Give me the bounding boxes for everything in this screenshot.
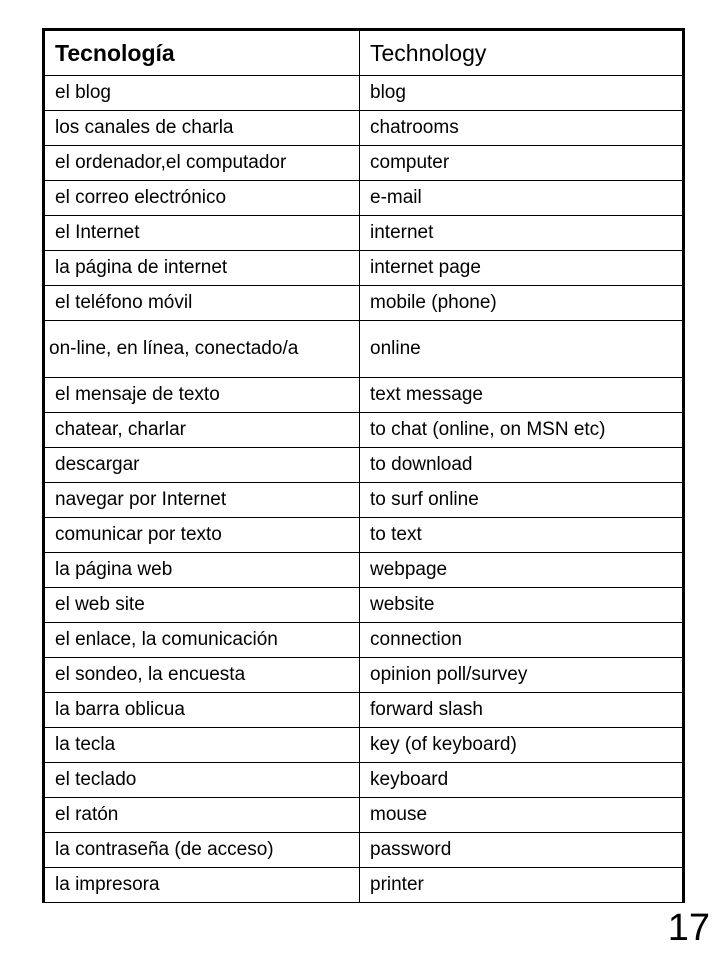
spanish-term: la tecla — [44, 728, 360, 763]
table-row — [44, 483, 684, 518]
spanish-term: el teléfono móvil — [44, 286, 360, 321]
english-term: mobile (phone) — [360, 286, 684, 321]
english-term: webpage — [360, 553, 684, 588]
table-row — [44, 833, 684, 868]
table-row — [44, 798, 684, 833]
english-term: blog — [360, 76, 684, 111]
table-row — [44, 216, 684, 251]
vocabulary-table — [42, 28, 685, 903]
english-term: keyboard — [360, 763, 684, 798]
table-row — [44, 518, 684, 553]
table-row — [44, 868, 684, 903]
spanish-term: la página de internet — [44, 251, 360, 286]
table-row — [44, 693, 684, 728]
spanish-term: chatear, charlar — [44, 413, 360, 448]
table-row — [44, 413, 684, 448]
table-row — [44, 146, 684, 181]
table-row — [44, 728, 684, 763]
spanish-term: el Internet — [44, 216, 360, 251]
english-term: opinion poll/survey — [360, 658, 684, 693]
english-term: connection — [360, 623, 684, 658]
table-row — [44, 378, 684, 413]
header-spanish: Tecnología — [44, 30, 360, 76]
header-english: Technology — [360, 30, 684, 76]
spanish-term: la página web — [44, 553, 360, 588]
table-row — [44, 448, 684, 483]
spanish-term: navegar por Internet — [44, 483, 360, 518]
spanish-term: el sondeo, la encuesta — [44, 658, 360, 693]
table-row — [44, 623, 684, 658]
spanish-term: el ratón — [44, 798, 360, 833]
english-term: to chat (online, on MSN etc) — [360, 413, 684, 448]
table-row — [44, 321, 684, 378]
english-term: to surf online — [360, 483, 684, 518]
spanish-term: comunicar por texto — [44, 518, 360, 553]
table-header-row — [44, 30, 684, 76]
english-term: to text — [360, 518, 684, 553]
spanish-term: la contraseña (de acceso) — [44, 833, 360, 868]
table-row — [44, 658, 684, 693]
english-term: chatrooms — [360, 111, 684, 146]
spanish-term: el mensaje de texto — [44, 378, 360, 413]
english-term: forward slash — [360, 693, 684, 728]
spanish-term: el correo electrónico — [44, 181, 360, 216]
table-body — [44, 76, 684, 903]
english-term: e-mail — [360, 181, 684, 216]
spanish-term: on-line, en línea, conectado/a — [44, 321, 360, 378]
english-term: password — [360, 833, 684, 868]
table-row — [44, 251, 684, 286]
spanish-term: el teclado — [44, 763, 360, 798]
english-term: printer — [360, 868, 684, 903]
english-term: internet — [360, 216, 684, 251]
english-term: key (of keyboard) — [360, 728, 684, 763]
table-row — [44, 111, 684, 146]
table-row — [44, 553, 684, 588]
english-term: to download — [360, 448, 684, 483]
english-term: internet page — [360, 251, 684, 286]
english-term: website — [360, 588, 684, 623]
table-row — [44, 588, 684, 623]
spanish-term: el blog — [44, 76, 360, 111]
page-number: 17 — [667, 907, 710, 949]
table-row — [44, 763, 684, 798]
spanish-term: la barra oblicua — [44, 693, 360, 728]
english-term: online — [360, 321, 684, 378]
spanish-term: la impresora — [44, 868, 360, 903]
table-row — [44, 181, 684, 216]
table-row — [44, 286, 684, 321]
spanish-term: descargar — [44, 448, 360, 483]
english-term: mouse — [360, 798, 684, 833]
spanish-term: el web site — [44, 588, 360, 623]
spanish-term: el enlace, la comunicación — [44, 623, 360, 658]
english-term: text message — [360, 378, 684, 413]
english-term: computer — [360, 146, 684, 181]
spanish-term: el ordenador,el computador — [44, 146, 360, 181]
table-row — [44, 76, 684, 111]
spanish-term: los canales de charla — [44, 111, 360, 146]
